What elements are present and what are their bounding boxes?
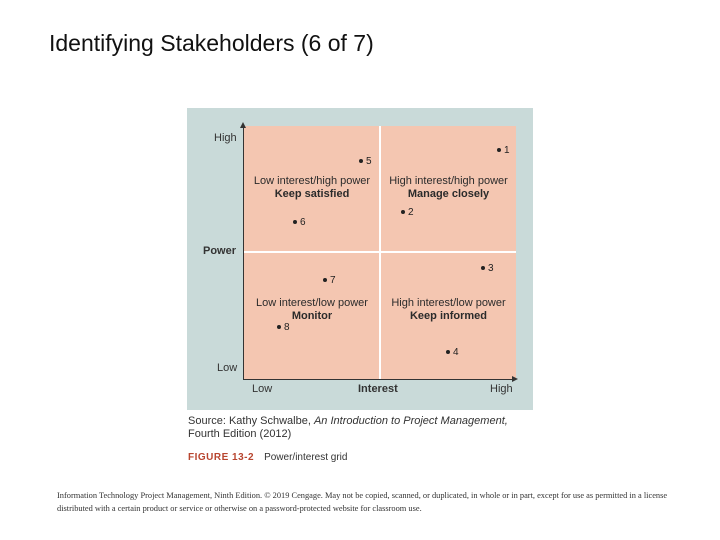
dot-icon [401, 210, 405, 214]
quadrant-strategy: Monitor [291, 310, 333, 322]
quadrant-title: Low interest/low power [256, 297, 368, 309]
quadrant-bottom-right [381, 297, 516, 323]
dot-icon [497, 148, 501, 152]
x-axis-high-label: High [490, 383, 513, 395]
dot-icon [293, 220, 297, 224]
y-axis-line [243, 128, 244, 380]
y-axis-high-label: High [214, 132, 237, 144]
dot-icon [446, 350, 450, 354]
copyright-footer: Information Technology Project Management, Ninth Edition. © 2019 Cengage. May not be copied, scanned, or duplicated, in whole or in part, except for use as permitted in a license distributed with a certain product or service or otherwise on a password-protected website for classroom use. [57, 491, 668, 513]
x-axis-arrow [512, 376, 518, 382]
stakeholder-point-7: 7 [323, 276, 336, 286]
quadrant-top-right [381, 175, 516, 201]
x-axis-low-label: Low [252, 383, 273, 395]
x-axis-line [243, 379, 513, 380]
vertical-divider [379, 126, 381, 380]
dot-icon [323, 278, 327, 282]
source-book-title: An Introduction to Project Management, [313, 415, 508, 427]
y-axis-arrow [240, 122, 246, 128]
dot-icon [359, 159, 363, 163]
quadrant-title: High interest/low power [391, 297, 506, 309]
slide-title: Identifying Stakeholders (6 of 7) [49, 30, 374, 56]
stakeholder-point-1: 1 [497, 146, 510, 156]
figure-caption [188, 452, 347, 463]
quadrant-bottom-left [246, 297, 378, 323]
stakeholder-point-4: 4 [446, 348, 459, 358]
stakeholder-point-3: 3 [481, 264, 494, 274]
quadrant-strategy: Keep satisfied [274, 188, 350, 200]
y-axis-low-label: Low [217, 362, 238, 374]
figure-number: FIGURE 13-2 [188, 452, 255, 463]
y-axis-label: Power [203, 245, 237, 257]
stakeholder-point-5: 5 [359, 157, 372, 167]
stakeholder-point-2: 2 [401, 208, 414, 218]
source-edition: Fourth Edition (2012) [188, 428, 292, 440]
quadrant-top-left [246, 175, 378, 201]
x-axis-label: Interest [358, 383, 398, 395]
quadrant-strategy: Manage closely [407, 188, 490, 200]
dot-icon [277, 325, 281, 329]
quadrant-strategy: Keep informed [409, 310, 487, 322]
figure-caption-text: Power/interest grid [264, 452, 348, 463]
stakeholder-point-6: 6 [293, 218, 306, 228]
stakeholder-point-8: 8 [277, 323, 290, 333]
quadrant-title: High interest/high power [389, 175, 508, 187]
horizontal-divider [244, 251, 516, 253]
dot-icon [481, 266, 485, 270]
figure-source: Source: Kathy Schwalbe, An Introduction to Project Management, Fourth Edition (2012) [188, 415, 508, 440]
quadrant-title: Low interest/high power [253, 175, 371, 187]
